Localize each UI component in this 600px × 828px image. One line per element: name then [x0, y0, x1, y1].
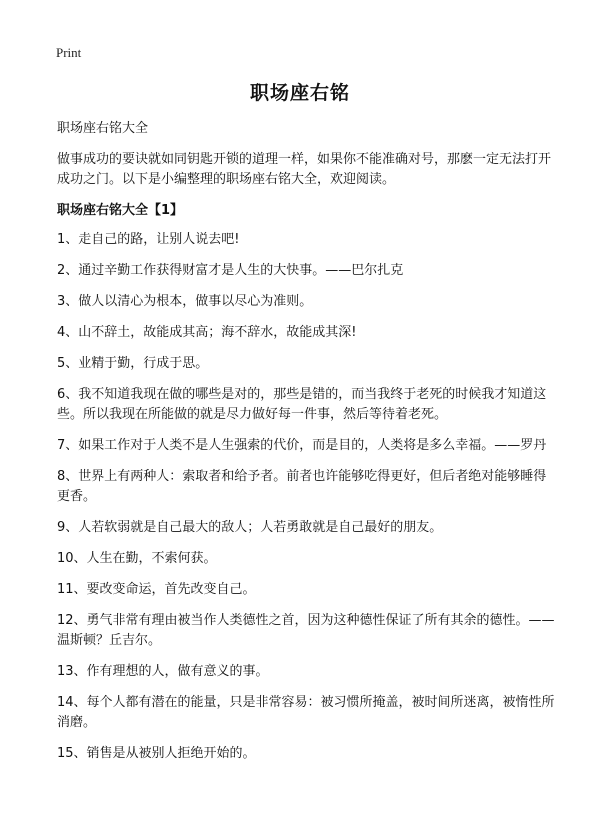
quote-item: 1、走自己的路，让别人说去吧!: [57, 232, 240, 247]
section-heading: 职场座右铭大全【1】: [57, 203, 184, 218]
intro-paragraph: 做事成功的要诀就如同钥匙开锁的道理一样，如果你不能准确对号，那麽一定无法打开成功之门。以下是小编整理的职场座右铭大全，欢迎阅读。: [57, 152, 552, 187]
article-subtitle: 职场座右铭大全: [57, 121, 149, 136]
quote-item: 15、销售是从被别人拒绝开始的。: [57, 746, 256, 761]
quote-list: [57, 230, 557, 764]
quote-item: 7、如果工作对于人类不是人生强索的代价，而是目的，人类将是多么幸福。——罗丹: [57, 438, 547, 453]
quote-item: 11、要改变命运，首先改变自己。: [57, 582, 256, 597]
article-body: [57, 118, 557, 775]
quote-item: 4、山不辞土，故能成其高；海不辞水，故能成其深!: [57, 325, 357, 340]
quote-item: 9、人若软弱就是自己最大的敌人；人若勇敢就是自己最好的朋友。: [57, 520, 443, 535]
page-title: 职场座右铭: [249, 82, 350, 104]
quote-item: 14、每个人都有潜在的能量，只是非常容易：被习惯所掩盖，被时间所迷离，被惰性所消磨。: [57, 695, 555, 730]
quote-item: 2、通过辛勤工作获得财富才是人生的大快事。——巴尔扎克: [57, 263, 404, 278]
quote-item: 13、作有理想的人，做有意义的事。: [57, 664, 269, 679]
quote-item: 3、做人以清心为根本，做事以尽心为准则。: [57, 294, 313, 309]
quote-item: 6、我不知道我现在做的哪些是对的，那些是错的，而当我终于老死的时候我才知道这些。所以我现在所能做的就是尽力做好每一件事，然后等待着老死。: [57, 387, 547, 422]
quote-item: 5、业精于勤，行成于思。: [57, 356, 209, 371]
quote-item: 10、人生在勤，不索何获。: [57, 551, 217, 566]
print-link[interactable]: Print: [56, 45, 82, 60]
quote-item: 12、勇气非常有理由被当作人类德性之首，因为这种德性保证了所有其余的德性。——温斯顿？丘吉尔。: [57, 613, 555, 648]
quote-item: 8、世界上有两种人：索取者和给予者。前者也许能够吃得更好，但后者绝对能够睡得更香。: [57, 469, 547, 504]
